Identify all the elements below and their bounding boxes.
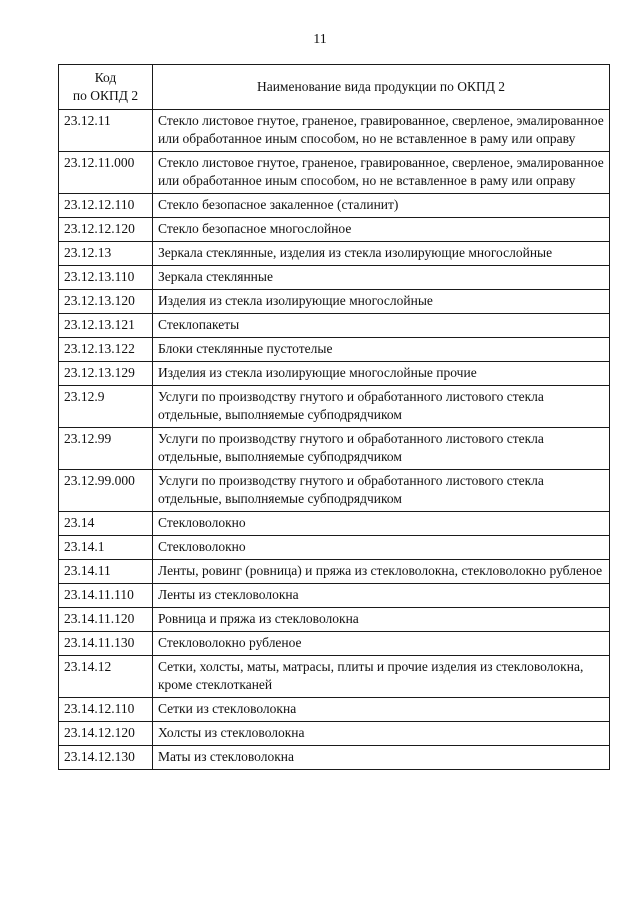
header-code-line1: Код <box>94 70 117 85</box>
row-name: Услуги по производству гнутого и обработанного листового стекла отдельные, выполняемые субподрядчиком <box>153 470 610 512</box>
table-row <box>59 698 610 722</box>
table-row <box>59 722 610 746</box>
row-name: Стекло безопасное закаленное (сталинит) <box>153 194 610 218</box>
table-row <box>59 560 610 584</box>
row-name: Сетки из стекловолокна <box>153 698 610 722</box>
table-row <box>59 218 610 242</box>
row-code: 23.12.9 <box>59 386 153 428</box>
table-row <box>59 386 610 428</box>
row-code: 23.14.12 <box>59 656 153 698</box>
table-row <box>59 242 610 266</box>
table-row <box>59 656 610 698</box>
row-code: 23.12.99.000 <box>59 470 153 512</box>
page-number: 11 <box>313 32 327 47</box>
row-code: 23.14.11 <box>59 560 153 584</box>
row-name: Стекловолокно рубленое <box>153 632 610 656</box>
row-name: Зеркала стеклянные <box>153 266 610 290</box>
row-code: 23.12.13.110 <box>59 266 153 290</box>
row-name: Услуги по производству гнутого и обработанного листового стекла отдельные, выполняемые субподрядчиком <box>153 428 610 470</box>
row-code: 23.14.12.110 <box>59 698 153 722</box>
row-code: 23.14.12.120 <box>59 722 153 746</box>
row-code: 23.12.13.121 <box>59 314 153 338</box>
table-row <box>59 428 610 470</box>
table-row <box>59 266 610 290</box>
table-row <box>59 290 610 314</box>
row-code: 23.12.11.000 <box>59 152 153 194</box>
row-code: 23.14.12.130 <box>59 746 153 770</box>
table-row <box>59 512 610 536</box>
row-name: Холсты из стекловолокна <box>153 722 610 746</box>
row-name: Стекловолокно <box>153 536 610 560</box>
row-code: 23.14.11.130 <box>59 632 153 656</box>
row-name: Стекло листовое гнутое, граненое, гравированное, сверленое, эмалированное или обработанное иным способом, но не вставленное в раму или оправу <box>153 110 610 152</box>
row-name: Ленты из стекловолокна <box>153 584 610 608</box>
row-name: Стекловолокно <box>153 512 610 536</box>
row-name: Ленты, ровинг (ровница) и пряжа из стекловолокна, стекловолокно рубленое <box>153 560 610 584</box>
row-code: 23.12.13 <box>59 242 153 266</box>
table-row <box>59 362 610 386</box>
row-name: Изделия из стекла изолирующие многослойные прочие <box>153 362 610 386</box>
row-code: 23.12.13.129 <box>59 362 153 386</box>
row-code: 23.14.11.110 <box>59 584 153 608</box>
row-name: Маты из стекловолокна <box>153 746 610 770</box>
row-name: Стекло безопасное многослойное <box>153 218 610 242</box>
table-row <box>59 746 610 770</box>
row-code: 23.12.12.110 <box>59 194 153 218</box>
header-name: Наименование вида продукции по ОКПД 2 <box>153 65 610 110</box>
table-body <box>59 110 610 770</box>
row-name: Услуги по производству гнутого и обработанного листового стекла отдельные, выполняемые субподрядчиком <box>153 386 610 428</box>
okpd-table <box>58 64 610 770</box>
table-row <box>59 608 610 632</box>
row-code: 23.12.99 <box>59 428 153 470</box>
row-code: 23.12.12.120 <box>59 218 153 242</box>
row-code: 23.14.11.120 <box>59 608 153 632</box>
row-code: 23.14.1 <box>59 536 153 560</box>
table-row <box>59 314 610 338</box>
table-row <box>59 536 610 560</box>
row-code: 23.12.13.120 <box>59 290 153 314</box>
table-header-row <box>59 65 610 110</box>
table-row <box>59 194 610 218</box>
row-code: 23.12.11 <box>59 110 153 152</box>
header-code <box>59 65 153 110</box>
row-name: Зеркала стеклянные, изделия из стекла изолирующие многослойные <box>153 242 610 266</box>
table-row <box>59 152 610 194</box>
row-name: Сетки, холсты, маты, матрасы, плиты и прочие изделия из стекловолокна, кроме стеклотканей <box>153 656 610 698</box>
row-name: Ровница и пряжа из стекловолокна <box>153 608 610 632</box>
row-name: Стекло листовое гнутое, граненое, гравированное, сверленое, эмалированное или обработанное иным способом, но не вставленное в раму или оправу <box>153 152 610 194</box>
row-name: Блоки стеклянные пустотелые <box>153 338 610 362</box>
header-code-line2: по ОКПД 2 <box>72 88 139 103</box>
row-code: 23.12.13.122 <box>59 338 153 362</box>
table-row <box>59 584 610 608</box>
row-name: Стеклопакеты <box>153 314 610 338</box>
table-row <box>59 110 610 152</box>
table-row <box>59 632 610 656</box>
table-row <box>59 338 610 362</box>
table-row <box>59 470 610 512</box>
row-code: 23.14 <box>59 512 153 536</box>
row-name: Изделия из стекла изолирующие многослойные <box>153 290 610 314</box>
